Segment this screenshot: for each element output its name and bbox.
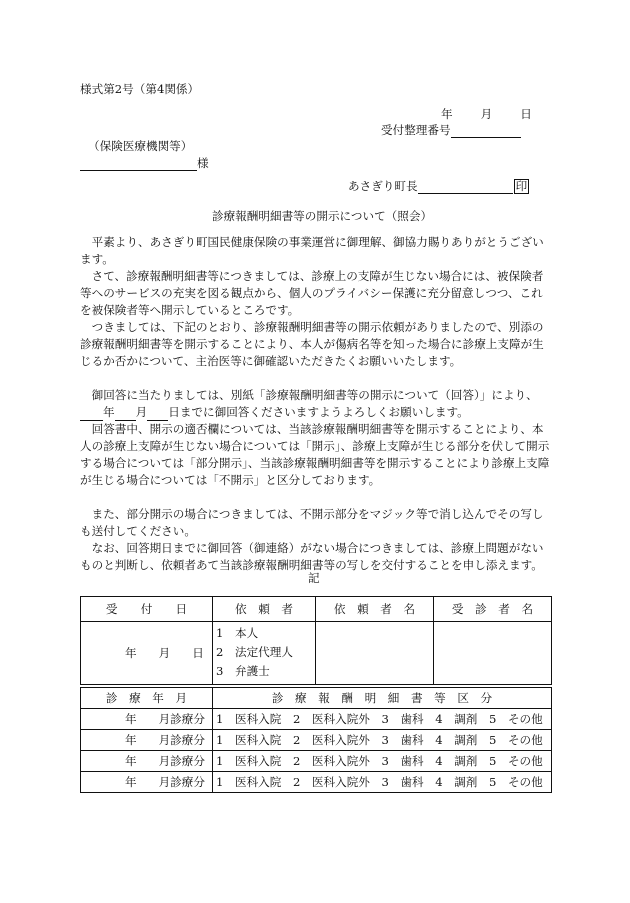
row-month: 月診療分 [158,754,205,768]
col-patient-name: 受 診 者 名 [434,597,552,622]
receipt-month: 月 [158,646,171,660]
requester-option-legal-rep[interactable]: 2 法定代理人 [216,645,293,659]
sender-name-field[interactable] [418,181,513,194]
row-year: 年 [125,775,137,789]
receipt-year: 年 [125,646,137,660]
treatment-month-cell[interactable] [81,709,213,730]
receipt-number [381,122,521,138]
requester-name-cell[interactable] [316,622,434,685]
row-month: 月診療分 [158,712,205,726]
form-number: 様式第2号（第4関係） [80,82,200,96]
patient-name-cell[interactable] [434,622,552,685]
receipt-number-field[interactable] [451,125,521,138]
deadline-day-field[interactable] [147,408,168,421]
request-table-row [81,622,552,685]
deadline-month-field[interactable] [115,408,136,421]
treatment-month-cell[interactable] [81,751,213,772]
table-row [81,751,552,772]
requester-option-self[interactable]: 1 本人 [216,626,259,640]
body-text-2 [80,387,550,489]
col-requester-name: 依 頼 者 名 [316,597,434,622]
deadline-year-field[interactable] [80,408,103,421]
body-text-3 [80,506,550,574]
row-month: 月診療分 [158,733,205,747]
sender-title: あさぎり町長 [348,179,418,193]
row-month: 月診療分 [158,775,205,789]
deadline-text: 日までに御回答くださいますようよろしくお願いします。 [168,405,469,419]
paragraph-reply-method: 御回答に当たりましては、別紙「診療報酬明細書等の開示について（回答）」により、 [91,388,538,402]
col-receipt-date: 受 付 日 [81,597,213,622]
claim-type-cell[interactable]: 1 医科入院 2 医科入院外 3 歯科 4 調剤 5 その他 [213,730,552,751]
date-month: 月 [480,107,493,121]
col-claim-type: 診 療 報 酬 明 細 書 等 区 分 [213,688,552,709]
table-row [81,772,552,793]
paragraph-deadline [80,404,550,421]
recipient-honorific: 様 [197,156,209,170]
row-year: 年 [125,754,137,768]
row-year: 年 [125,712,137,726]
doc-title: 診療報酬明細書等の開示について（照会） [212,209,433,223]
date-line [441,106,532,122]
paragraph-background: さて、診療報酬明細書等につきましては、診療上の支障が生じない場合には、被保険者等へのサービスの充実を図る観点から、個人のプライバシー保護に充分留意しつつ、これを被保険者等へ開示しているところです。 [80,269,544,317]
paragraph-disclosure-categories: 回答書中、開示の適否欄については、当該診療報酬明細書等を開示することにより、本人の診療上支障が生じない場合については「開示」、診療上支障が生じる部分を伏して開示する場合については「部分開示」、当該診療報酬明細書等を開示することにより診療上支障が生じる場合については「不開示」と区分しております。 [80,422,550,487]
recipient-name-field[interactable] [80,158,197,171]
paragraph-no-reply: なお、回答期日までに御回答（御連絡）がない場合につきましては、診療上問題がないものと判断し、依頼者あて当該診療報酬明細書等の写しを交付することを申し添えます。 [80,541,544,572]
paragraph-greeting: 平素より、あさぎり町国民健康保険の事業運営に御理解、御協力賜りありがとうございます。 [80,235,544,266]
date-day: 日 [520,107,532,121]
paragraph-request: つきましては、下記のとおり、診療報酬明細書等の開示依頼がありましたので、別添の診療報酬明細書等を開示することにより、本人が傷病名等を知った場合に診療上支障が生じるか否かについて、主治医等に御確認いただきたくお願いいたします。 [80,320,544,368]
treatment-month-cell[interactable] [81,730,213,751]
col-treatment-month: 診 療 年 月 [81,688,213,709]
sender-line [348,178,529,194]
request-table [80,596,552,685]
claim-table-header [81,688,552,709]
receipt-date-cell[interactable] [81,622,213,685]
ki-label: 記 [308,571,320,585]
claim-type-cell[interactable]: 1 医科入院 2 医科入院外 3 歯科 4 調剤 5 その他 [213,751,552,772]
claim-table [80,687,552,793]
deadline-year: 年 [103,405,115,419]
requester-option-lawyer[interactable]: 3 弁護士 [216,664,270,678]
requester-options-cell [213,622,316,685]
body-text [80,234,550,370]
seal-mark: 印 [515,179,528,193]
claim-type-cell[interactable]: 1 医科入院 2 医科入院外 3 歯科 4 調剤 5 その他 [213,772,552,793]
deadline-month: 月 [135,405,148,419]
table-row [81,709,552,730]
recipient-org: （保険医療機関等） [88,139,193,153]
receipt-day: 日 [192,646,204,660]
paragraph-partial: また、部分開示の場合につきましては、不開示部分をマジック等で消し込んでその写しも送付してください。 [80,507,544,538]
table-row [81,730,552,751]
row-year: 年 [125,733,137,747]
receipt-label: 受付整理番号 [381,123,451,137]
request-table-header [81,597,552,622]
recipient-line [80,155,209,171]
date-year: 年 [441,107,453,121]
claim-type-cell[interactable]: 1 医科入院 2 医科入院外 3 歯科 4 調剤 5 その他 [213,709,552,730]
col-requester: 依 頼 者 [213,597,316,622]
treatment-month-cell[interactable] [81,772,213,793]
